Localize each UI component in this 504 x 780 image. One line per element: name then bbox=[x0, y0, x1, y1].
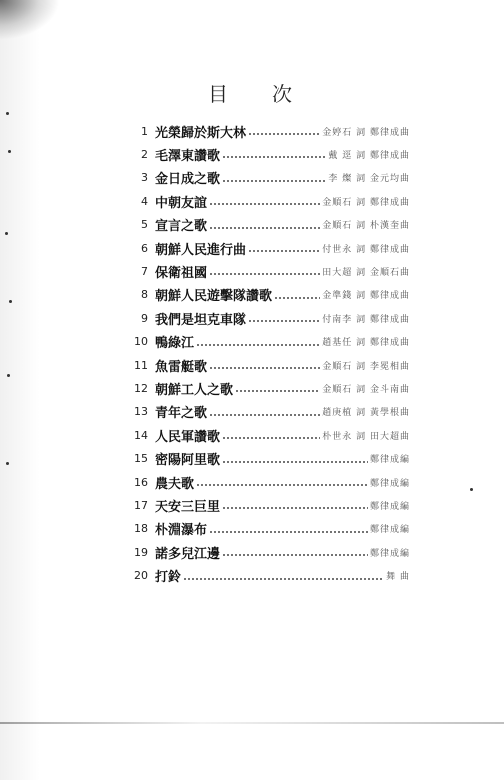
song-title: 諾多兒江邊 bbox=[155, 546, 221, 562]
scan-speck bbox=[6, 112, 9, 115]
toc-entry bbox=[128, 566, 410, 586]
song-title: 我們是坦克車隊 bbox=[155, 312, 247, 328]
scan-speck bbox=[8, 150, 11, 153]
toc-entry bbox=[128, 261, 410, 281]
entry-number: 7 bbox=[141, 264, 148, 278]
song-title: 魚雷艇歌 bbox=[155, 359, 208, 375]
leader-dots bbox=[196, 344, 320, 346]
song-credit: 鄭律成編 bbox=[369, 501, 410, 512]
toc-entry bbox=[128, 191, 410, 211]
leader-dots bbox=[222, 437, 320, 439]
toc-entry bbox=[128, 402, 410, 422]
toc-entry bbox=[128, 472, 410, 492]
leader-dots bbox=[222, 554, 368, 556]
scan-speck bbox=[9, 300, 12, 303]
scan-speck bbox=[5, 232, 8, 235]
entry-number: 16 bbox=[134, 475, 148, 489]
song-credit: 李 燦 詞 金元均曲 bbox=[328, 174, 410, 185]
song-credit: 趙基任 詞 鄭律成曲 bbox=[322, 338, 410, 349]
scan-speck bbox=[470, 488, 473, 491]
leader-dots bbox=[222, 180, 326, 182]
leader-dots bbox=[222, 156, 326, 158]
song-title: 毛澤東讚歌 bbox=[155, 148, 221, 164]
toc-entry bbox=[128, 495, 410, 515]
entry-number: 15 bbox=[134, 452, 148, 466]
song-title: 朴淵瀑布 bbox=[155, 523, 208, 539]
toc-entry bbox=[128, 355, 410, 375]
song-title: 中朝友誼 bbox=[155, 195, 208, 211]
song-credit: 金婷石 詞 鄭律成曲 bbox=[322, 127, 410, 138]
entry-number: 12 bbox=[134, 381, 148, 395]
toc-entry bbox=[128, 542, 410, 562]
song-title: 保衛祖國 bbox=[155, 265, 208, 281]
song-credit: 鄭律成編 bbox=[369, 525, 410, 536]
toc-entry bbox=[128, 425, 410, 445]
title-right-char: 次 bbox=[272, 82, 296, 106]
song-title: 鴨綠江 bbox=[155, 336, 195, 352]
leader-dots bbox=[248, 250, 320, 252]
entry-number: 17 bbox=[134, 498, 148, 512]
toc-entry bbox=[128, 285, 410, 305]
scan-speck bbox=[7, 374, 10, 377]
leader-dots bbox=[209, 273, 320, 275]
entry-number: 6 bbox=[141, 241, 148, 255]
leader-dots bbox=[248, 320, 320, 322]
song-credit: 朴世永 詞 田大超曲 bbox=[322, 431, 410, 442]
entry-number: 4 bbox=[141, 194, 148, 208]
song-title: 金日成之歌 bbox=[155, 172, 221, 188]
leader-dots bbox=[209, 203, 320, 205]
song-credit: 鄭律成編 bbox=[369, 548, 410, 559]
song-credit: 金準錢 詞 鄭律成曲 bbox=[322, 291, 410, 302]
entry-number: 10 bbox=[134, 335, 148, 349]
leader-dots bbox=[274, 297, 320, 299]
entry-number: 5 bbox=[141, 218, 148, 232]
song-credit: 付世永 詞 鄭律成曲 bbox=[322, 244, 410, 255]
song-title: 密陽阿里歌 bbox=[155, 453, 221, 469]
toc-entry bbox=[128, 121, 410, 141]
entry-number: 2 bbox=[141, 147, 148, 161]
entry-number: 19 bbox=[134, 545, 148, 559]
scan-speck bbox=[6, 462, 9, 465]
leader-dots bbox=[196, 484, 368, 486]
song-credit: 金順石 詞 李冕相曲 bbox=[322, 361, 410, 372]
entry-number: 18 bbox=[134, 522, 148, 536]
toc-entry bbox=[128, 238, 410, 258]
entry-number: 13 bbox=[134, 405, 148, 419]
entry-number: 8 bbox=[141, 288, 148, 302]
entry-number: 1 bbox=[141, 124, 148, 138]
song-credit: 舞 曲 bbox=[386, 572, 410, 583]
entry-number: 20 bbox=[134, 569, 148, 583]
leader-dots bbox=[222, 461, 368, 463]
entry-number: 11 bbox=[134, 358, 148, 372]
song-credit: 金順石 詞 金斗南曲 bbox=[322, 384, 410, 395]
song-title: 人民軍讚歌 bbox=[155, 429, 221, 445]
song-title: 農夫歌 bbox=[155, 476, 195, 492]
toc-entry bbox=[128, 519, 410, 539]
song-title: 打鈴 bbox=[155, 570, 182, 586]
toc-entry bbox=[128, 449, 410, 469]
song-title: 朝鮮工人之歌 bbox=[155, 382, 234, 398]
title-left-char: 目 bbox=[208, 82, 232, 106]
entry-number: 9 bbox=[141, 311, 148, 325]
song-credit: 付南李 詞 鄭律成曲 bbox=[322, 314, 410, 325]
song-title: 青年之歌 bbox=[155, 406, 208, 422]
song-credit: 戴 逕 詞 鄭律成曲 bbox=[328, 150, 410, 161]
song-title: 朝鮮人民進行曲 bbox=[155, 242, 247, 258]
leader-dots bbox=[235, 390, 320, 392]
entry-number: 3 bbox=[141, 171, 148, 185]
song-credit: 趙庚植 詞 黃學根曲 bbox=[322, 408, 410, 419]
leader-dots bbox=[209, 531, 368, 533]
leader-dots bbox=[209, 227, 320, 229]
leader-dots bbox=[248, 133, 320, 135]
entry-number: 14 bbox=[134, 428, 148, 442]
leader-dots bbox=[183, 578, 384, 580]
song-credit: 金順石 詞 鄭律成曲 bbox=[322, 197, 410, 208]
song-title: 天安三巨里 bbox=[155, 499, 221, 515]
toc-entry bbox=[128, 332, 410, 352]
toc-entry bbox=[128, 168, 410, 188]
leader-dots bbox=[209, 414, 320, 416]
song-title: 朝鮮人民遊擊隊讚歌 bbox=[155, 289, 273, 305]
song-title: 光榮歸於斯大林 bbox=[155, 125, 247, 141]
song-credit: 鄭律成編 bbox=[369, 455, 410, 466]
toc-entry bbox=[128, 215, 410, 235]
toc-entry bbox=[128, 144, 410, 164]
toc-entry bbox=[128, 308, 410, 328]
song-title: 宣言之歌 bbox=[155, 219, 208, 235]
toc-entry bbox=[128, 378, 410, 398]
leader-dots bbox=[222, 507, 368, 509]
song-credit: 金順石 詞 朴漢奎曲 bbox=[322, 221, 410, 232]
song-credit: 田大超 詞 金順石曲 bbox=[322, 267, 410, 278]
song-credit: 鄭律成編 bbox=[369, 478, 410, 489]
leader-dots bbox=[209, 367, 320, 369]
